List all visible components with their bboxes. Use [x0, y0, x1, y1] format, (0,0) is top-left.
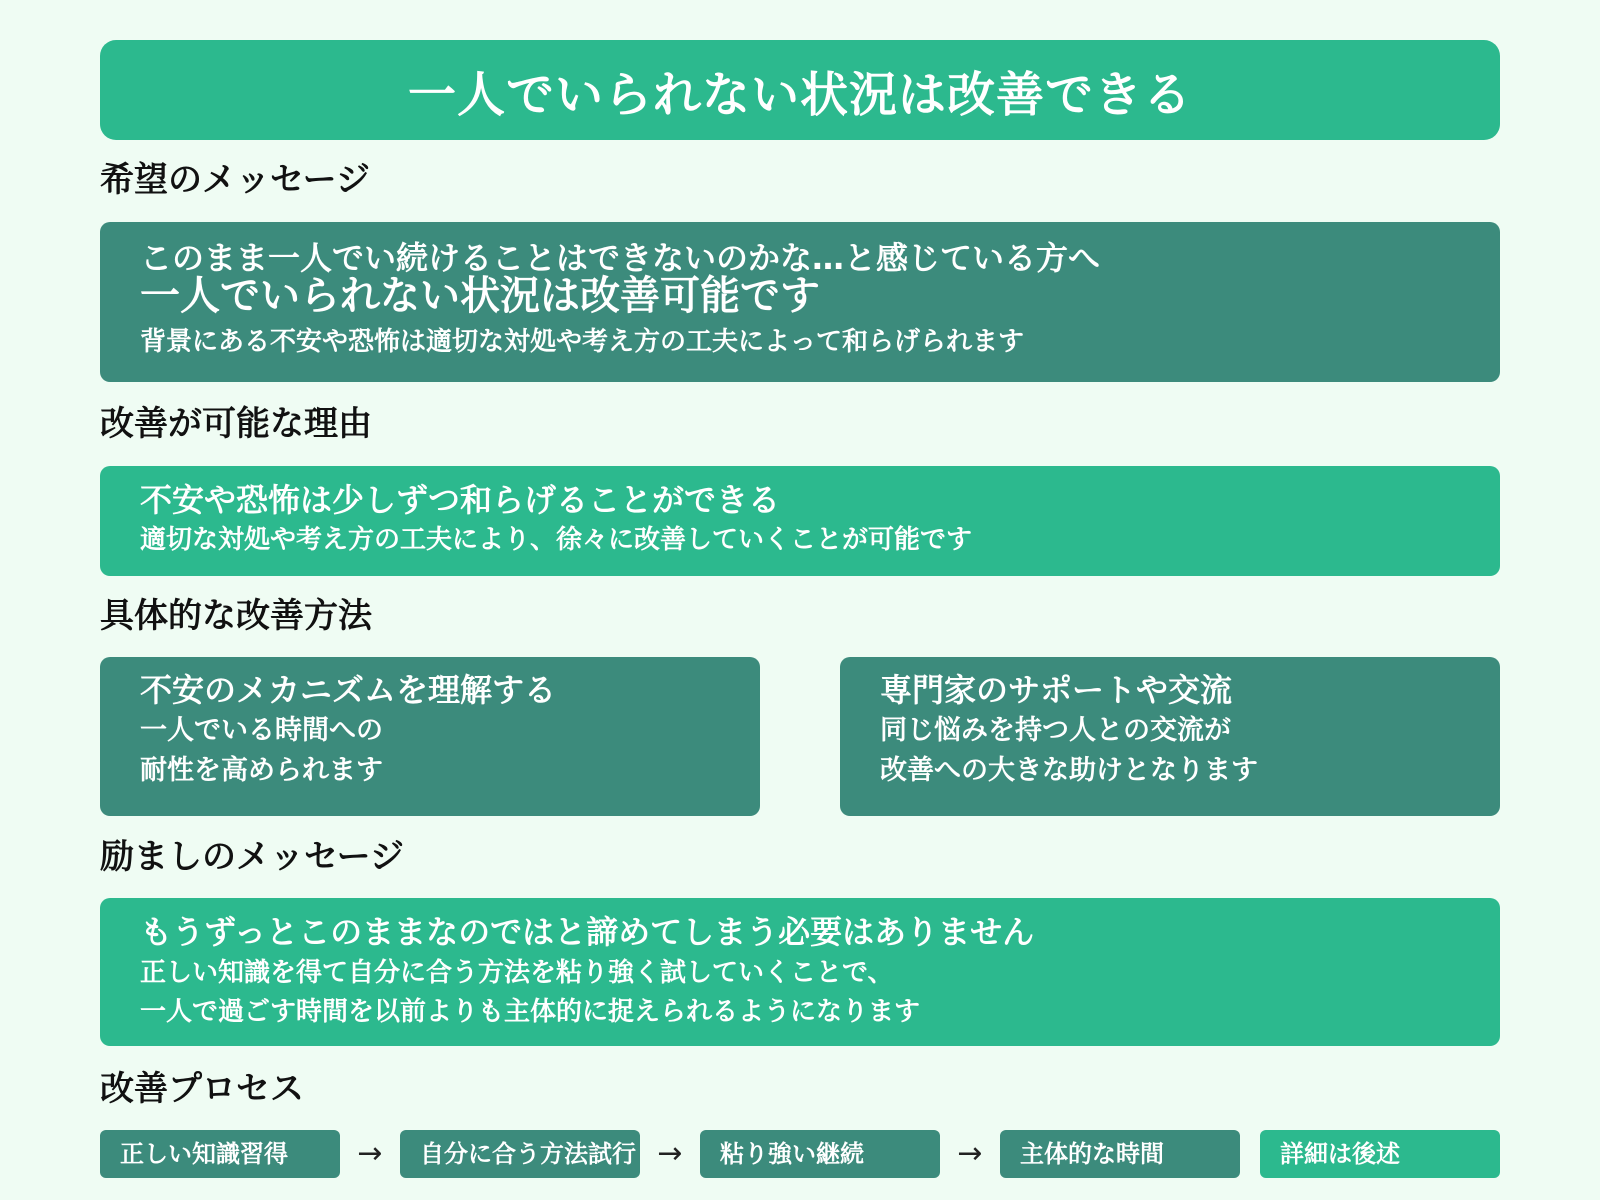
hope-line-3: 背景にある不安や恐怖は適切な対処や考え方の工夫によって和らげられます: [140, 327, 1025, 357]
method-card-line-2: 耐性を高められます: [140, 755, 383, 786]
arrow-right-icon: →: [357, 1136, 383, 1171]
arrow-right-icon: →: [657, 1136, 683, 1171]
section-heading-process: 改善プロセス: [100, 1069, 304, 1109]
method-card-support: [840, 657, 1500, 816]
encourage-line-2: 正しい知識を得て自分に合う方法を粘り強く試していくことで、: [140, 958, 894, 988]
process-step-3: 粘り強い継続: [700, 1130, 940, 1178]
reason-line-1: 不安や恐怖は少しずつ和らげることができる: [140, 481, 781, 519]
process-step-1: 正しい知識習得: [100, 1130, 340, 1178]
process-step-2: 自分に合う方法試行: [400, 1130, 640, 1178]
hope-line-1: このまま一人でい続けることはできないのかな…と感じている方へ: [140, 239, 1101, 277]
method-card-understand: [100, 657, 760, 816]
section-heading-encourage: 励ましのメッセージ: [100, 837, 404, 877]
method-card-line-1: 一人でいる時間への: [140, 715, 383, 746]
arrow-right-icon: →: [957, 1136, 983, 1171]
method-card-line-2: 改善への大きな助けとなります: [880, 755, 1258, 786]
process-step-details: 詳細は後述: [1260, 1130, 1500, 1178]
encourage-line-3: 一人で過ごす時間を以前よりも主体的に捉えられるようになります: [140, 997, 921, 1027]
method-card-title: 専門家のサポートや交流: [880, 671, 1233, 709]
encourage-card: [100, 898, 1500, 1046]
title-banner: [100, 40, 1500, 140]
hope-card: [100, 222, 1500, 382]
reason-line-2: 適切な対処や考え方の工夫により、徐々に改善していくことが可能です: [140, 525, 973, 555]
page-title: 一人でいられない状況は改善できる: [407, 66, 1192, 123]
section-heading-reason: 改善が可能な理由: [100, 404, 372, 444]
method-card-title: 不安のメカニズムを理解する: [140, 671, 557, 709]
encourage-line-1: もうずっとこのままなのではと諦めてしまう必要はありません: [140, 913, 1035, 951]
hope-line-2: 一人でいられない状況は改善可能です: [140, 273, 820, 319]
reason-card: [100, 466, 1500, 576]
section-heading-hope: 希望のメッセージ: [100, 160, 370, 200]
process-step-4: 主体的な時間: [1000, 1130, 1240, 1178]
method-card-line-1: 同じ悩みを持つ人との交流が: [880, 715, 1231, 746]
section-heading-methods: 具体的な改善方法: [100, 596, 372, 636]
